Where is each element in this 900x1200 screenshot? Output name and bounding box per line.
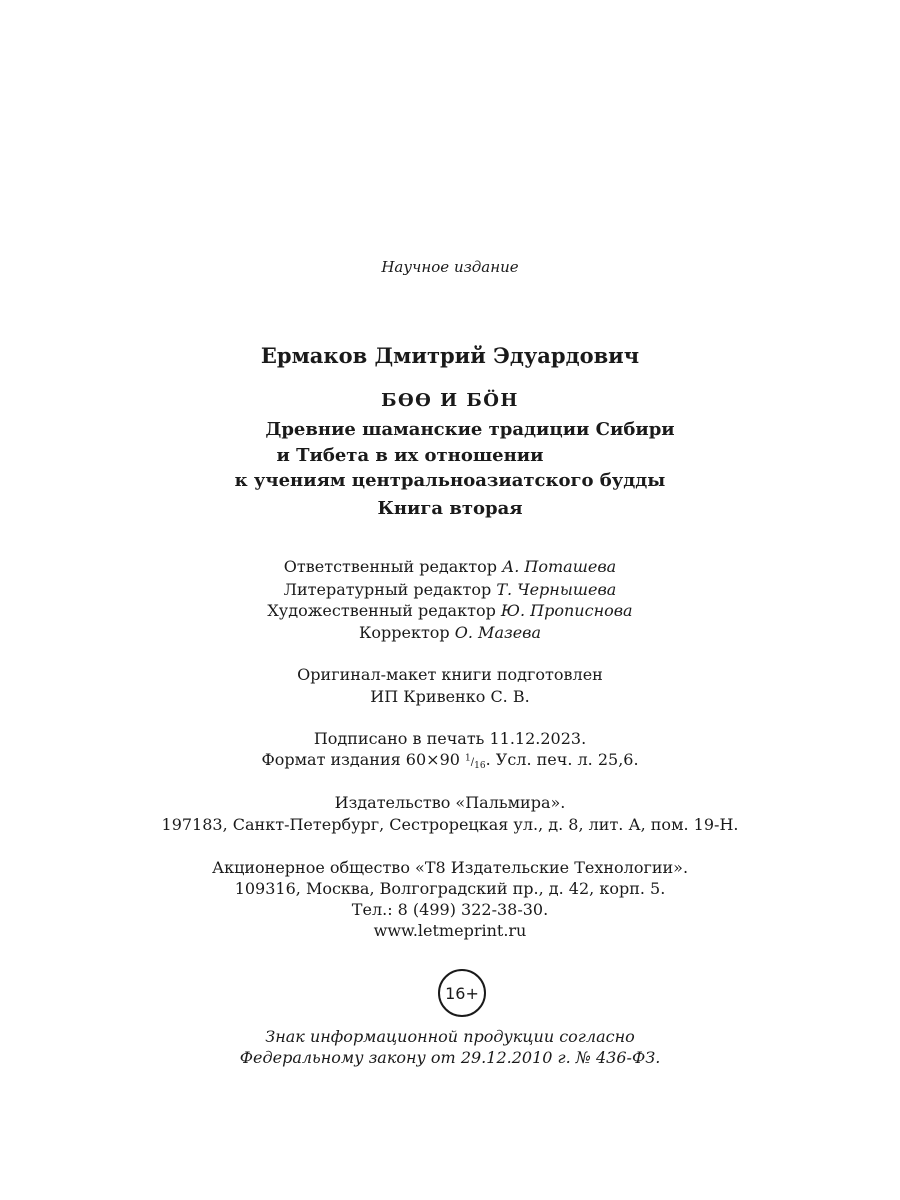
age-note-line-2: Федеральному закону от 29.12.2010 г. № 436-ФЗ.: [239, 1048, 661, 1067]
printer-address: 109316, Москва, Волгоградский пр., д. 42, корп. 5.: [234, 879, 666, 898]
printer-website: www.letmeprint.ru: [373, 921, 527, 940]
credit-role: Литературный редактор: [283, 580, 492, 599]
credit-name: Т. Чернышева: [496, 580, 617, 599]
credit-role: Художественный редактор: [267, 601, 496, 620]
credit-proofreader: [0, 623, 900, 642]
credit-role: Корректор: [358, 623, 450, 642]
credit-literary-editor: [0, 580, 900, 599]
subtitle-line-2: и Тибета в их отношении: [276, 445, 544, 466]
layout-credit-line-1: Оригинал-макет книги подготовлен: [297, 665, 603, 684]
fraction-denominator: 16: [474, 761, 486, 771]
series-label: Научное издание: [381, 258, 519, 276]
book-part: Книга вторая: [377, 498, 523, 519]
print-signed-date: Подписано в печать 11.12.2023.: [313, 729, 587, 748]
author-name: Ермаков Дмитрий Эдуардович: [260, 343, 640, 368]
publisher-address: 197183, Санкт-Петербург, Сестрорецкая ул., д. 8, лит. А, пом. 19-Н.: [161, 815, 739, 834]
credit-name: Ю. Прописнова: [500, 601, 633, 620]
age-note-line-1: Знак информационной продукции согласно: [265, 1027, 635, 1046]
age-rating-badge: 16+: [438, 969, 486, 1017]
credit-art-editor: [0, 601, 900, 620]
printer-phone: Тел.: 8 (499) 322-38-30.: [351, 900, 549, 919]
printer-name: Акционерное общество «Т8 Издательские Технологии».: [211, 858, 689, 877]
credit-name: А. Поташева: [502, 557, 617, 576]
format-fraction: $^1/_{16}$: [465, 753, 486, 771]
credit-editor-in-charge: [0, 557, 900, 576]
subtitle-line-3: к учениям центральноазиатского будды: [234, 470, 666, 491]
format-suffix: . Усл. печ. л. 25,6.: [485, 750, 639, 769]
publisher-name: Издательство «Пальмира».: [334, 793, 566, 812]
format-prefix: Формат издания 60×90: [261, 750, 466, 769]
credit-role: Ответственный редактор: [283, 557, 498, 576]
fraction-numerator: 1: [465, 753, 471, 764]
book-title: БӨӨ И БӦН: [381, 390, 519, 411]
layout-credit-line-2: ИП Кривенко С. В.: [370, 687, 530, 706]
print-format: [0, 750, 900, 771]
subtitle-line-1: Древние шаманские традиции Сибири: [265, 419, 675, 440]
credit-name: О. Мазева: [454, 623, 542, 642]
